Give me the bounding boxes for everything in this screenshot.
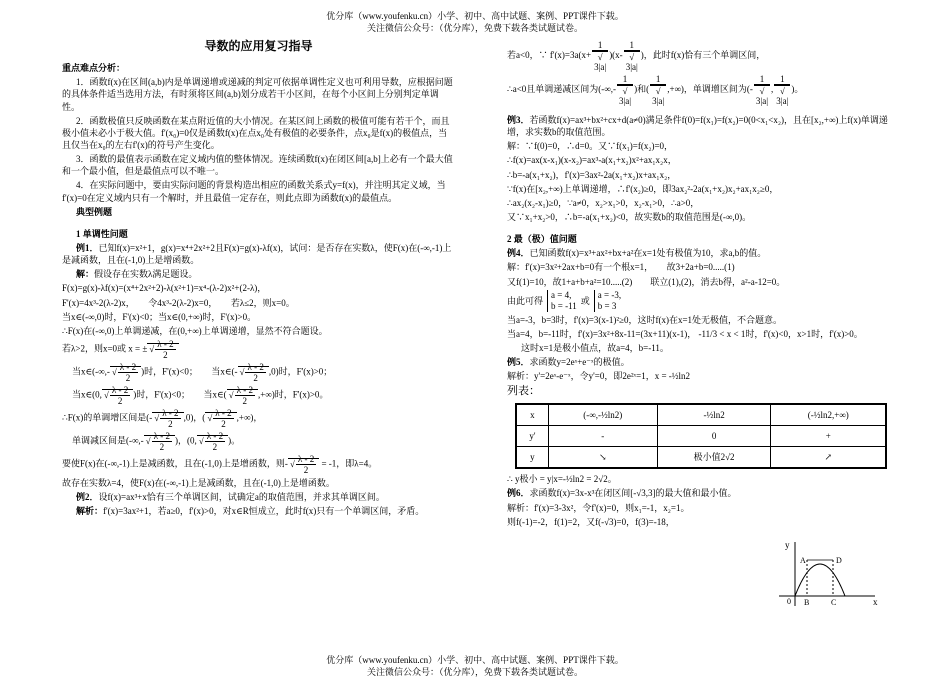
example-3 [507, 114, 902, 138]
right-line-2: ∴a<0且单调递减区间为(-∞,- 1 √ 3|a| )和( 1 √ 3|a| ,+∞)，单调增区间为(- 1 √ 3|a| , 1 √ 3|a| )。 [507, 74, 804, 106]
analysis-2 [62, 505, 455, 517]
table-cell: (-∞,-½ln2) [548, 404, 657, 426]
label-c: C [831, 598, 837, 607]
s4-6: 这时x=1是极小值点，故a=4，b=-11。 [521, 342, 669, 353]
section-2-heading: 2 最（极）值问题 [507, 234, 577, 245]
key-point-2: 2．函数极值只反映函数在某点附近值的大小情况。在某区间上函数的极值可能有若干个，而且极小值未必小于极大值。f'(x₀)=0仅是函数f(x)在点x₀处有极值的必要条件，点x₀是f(x)的极值点，当且仅当在x₀的左右f'(x)的符号产生变化。 [62, 115, 450, 151]
example-6-text: 求函数f(x)=3x-x³在闭区间[-√3,3]的最大值和最小值。 [529, 488, 737, 499]
example-2 [62, 491, 455, 503]
label-x: x [873, 597, 878, 607]
label-a: A [800, 556, 806, 565]
example-3-label: 例3． [507, 115, 530, 125]
solution-1-label: 解： [76, 269, 95, 280]
page-header [0, 10, 950, 34]
right-line-1: 若a<0，∵ f'(x)=3a(x+ 1 √ 3|a| )(x- 1 √ 3|a| )，此时f(x)恰有三个单调区间， [507, 40, 766, 72]
table-cell: y [516, 447, 548, 469]
solution-1 [62, 268, 455, 280]
line-3: 当x∈(-∞,0)时，F'(x)<0；当x∈(0,+∞)时，F'(x)>0。 [62, 311, 257, 322]
analysis-2-label: 解析： [76, 506, 104, 517]
key-point-4: 4．在实际问题中，要由实际问题的背景构造出相应的函数关系式y=f(x)，并注明其定义域，当f'(x)=0在定义域内只有一个解时，并且最值一定存在，则此点即为函数f(x)的最值点。 [62, 180, 446, 203]
label-b: B [804, 598, 810, 607]
table-label: 列表： [507, 385, 540, 398]
label-o: 0 [787, 597, 791, 606]
s3-5: ∴ax₂(x₂-x₁)≥0，∵a≠0，x₂>x₁>0，x₂-x₁>0，∴a>0， [507, 197, 700, 208]
s3-4: ∵f(x)在[x₂,+∞)上单调递增，∴f'(x₂)≥0，即3ax₂²-2a(x₁+x₂)x₂+ax₁x₂≥0， [507, 183, 779, 194]
example-2-text: 设f(x)=ax³+x恰有三个单调区间，试确定a的取值范围，并求其单调区间。 [98, 492, 385, 503]
line-8: ∴F(x)的单调增区间是(- √ $\frac{\lambda - 2}{2}$ ,0)，( √ $\frac{\lambda - 2}{2}$ ,+∞)， [62, 408, 263, 429]
example-5 [507, 356, 902, 368]
table-cell: ↗ [771, 447, 886, 469]
right-column [507, 40, 902, 530]
s6-1: 解析：f'(x)=3-3x²，令f'(x)=0，则x₁=-1，x₂=1。 [507, 502, 690, 513]
table-cell: -½ln2 [657, 404, 771, 426]
table-row [516, 404, 886, 426]
example-4 [507, 247, 902, 259]
s4-4: 当a=-3，b=3时，f'(x)=3(x-1)²≥0，这时f(x)在x=1处无极值，不合题意。 [507, 314, 783, 325]
example-1-label: 例1． [76, 243, 99, 254]
table-cell: (-½ln2,+∞) [771, 404, 886, 426]
footer-line-2: 关注微信公众号：（优分库），免费下载各类试题试卷。 [366, 667, 583, 677]
function-graph [775, 538, 885, 608]
example-1 [62, 242, 455, 266]
s4-2: 又f(1)=10，故1+a+b+a²=10.....(2) 联立(1),(2)，消去b得，a²-a-12=0。 [507, 276, 786, 287]
label-y: y [785, 540, 790, 550]
line-9: 单调减区间是(-∞,- √ $\frac{\lambda - 2}{2}$ )，(0, √ $\frac{\lambda - 2}{2}$ )。 [72, 431, 241, 452]
table-cell: y' [516, 426, 548, 447]
s3-3: ∴b=-a(x₁+x₂)，f'(x)=3ax²-2a(x₁+x₂)x+ax₁x₂， [507, 169, 677, 180]
example-2-label: 例2． [76, 492, 99, 503]
example-6-label: 例6． [507, 488, 530, 499]
s4-3: 由此可得 a = 4, b = -11 或 a = -3, b = 3 [507, 289, 622, 311]
table-cell: ↘ [548, 447, 657, 469]
key-point-3: 3．函数的最值表示函数在定义域内值的整体情况。连续函数f(x)在闭区间[a,b]上必有一个最大值和一个最小值，但是最值点可以不唯一。 [62, 154, 453, 177]
line-4: ∴F(x)在(-∞,0)上单调递减，在(0,+∞)上单调递增，显然不符合题设。 [62, 325, 328, 336]
s4-5: 当a=4，b=-11时，f'(x)=3x²+8x-11=(3x+11)(x-1)， -11/3 < x < 1时，f'(x)<0，x>1时，f'(x)>0。 [507, 328, 863, 339]
key-point-1: 1．函数f(x)在区间(a,b)内是单调递增或递减的判定可依据单调性定义也可利用导数，应根据问题的具体条件适当选用方法，有时须将区间(a,b)划分成若干小区间，在每个小区间上分别判定单调性。 [62, 77, 453, 112]
example-4-label: 例4． [507, 248, 530, 259]
label-d: D [836, 556, 842, 565]
page-title: 导数的应用复习指导 [204, 39, 313, 53]
footer-line-1: 优分库（www.youfenku.cn）小学、初中、高中试题、案例、PPT课件下载。 [326, 655, 624, 665]
solution-1-text: 假设存在实数λ满足题设。 [94, 269, 198, 280]
monotonic-table [515, 403, 887, 469]
table-cell: 0 [657, 426, 771, 447]
line-5: 若λ>2，则x=0或 x = ± √ $\frac{\lambda - 2}{2}$ [62, 339, 455, 360]
line-1: F(x)=g(x)-λf(x)=(x⁴+2x²+2)-λ(x²+1)=x⁴-(λ-2)x²+(2-λ)， [62, 283, 267, 294]
page-footer [0, 654, 950, 678]
section-1-heading: 1 单调性问题 [76, 228, 128, 239]
table-row [516, 426, 886, 447]
s3-6: 又∵x₁+x₂>0，∴b=-a(x₁+x₂)<0，故实数b的取值范围是(-∞,0)。 [507, 211, 752, 222]
header-line-2: 关注微信公众号：（优分库），免费下载各类试题试卷。 [366, 23, 583, 33]
line-2: F'(x)=4x³-2(λ-2)x， 令4x³-2(λ-2)x=0， 若λ≤2，则x=0。 [62, 297, 295, 308]
line-7: 当x∈(0, √ $\frac{\lambda - 2}{2}$ )时，F'(x)<0； 当x∈( √ $\frac{\lambda - 2}{2}$ ,+∞)时，F'(x)>0。 [72, 385, 329, 406]
example-1-text: 已知f(x)=x²+1，g(x)=x⁴+2x²+2且F(x)=g(x)-λf(x)，试问：是否存在实数λ，使F(x)在(-∞,-1)上是减函数，且在(-1,0)上是增函数。 [62, 243, 452, 266]
left-column [62, 38, 455, 519]
example-5-label: 例5． [507, 357, 530, 368]
example-6 [507, 487, 762, 499]
table-cell: - [548, 426, 657, 447]
s6-2: 则f(-1)=-2，f(1)=2，又f(-√3)=0，f(3)=-18， [507, 516, 675, 527]
example-3-text: 若函数f(x)=ax³+bx²+cx+d(a≠0)满足条件f(0)=f(x₁)=f(x₂)=0(0<x₁<x₂)，且在[x₂,+∞)上f(x)单调递增，求实数b的取值范围。 [507, 115, 888, 138]
s4-1: 解：f'(x)=3x²+2ax+b=0有一个根x=1， 故3+2a+b=0.....(1) [507, 262, 735, 273]
line-6: 当x∈(-∞,- √ $\frac{\lambda - 2}{2}$ )时，F'(x)<0； 当x∈(- √ $\frac{\lambda - 2}{2}$ ,0)时，F'(x)>0； [72, 362, 333, 383]
table-cell: 极小值2√2 [657, 447, 771, 469]
example-5-text: 求函数y=2eˣ+e⁻ˣ的极值。 [529, 357, 630, 368]
curve [795, 564, 845, 596]
table-cell: x [516, 404, 548, 426]
example-4-text: 已知函数f(x)=x³+ax²+bx+a²在x=1处有极值为10，求a,b的值。 [529, 248, 767, 259]
table-cell: + [771, 426, 886, 447]
s3-2: ∴f(x)=ax(x-x₁)(x-x₂)=ax³-a(x₁+x₂)x²+ax₁x₂x， [507, 155, 677, 166]
line-10: 要使F(x)在(-∞,-1)上是减函数，且在(-1,0)上是增函数，则- √ $\frac{\lambda - 2}{2}$ = -1，即λ=4。 [62, 454, 378, 475]
line-11: 故存在实数λ=4，使F(x)在(-∞,-1)上是减函数，且在(-1,0)上是增函数。 [62, 478, 335, 488]
s3-1: 解：∵f(0)=0，∴d=0。又∵f(x₁)=f(x₂)=0， [507, 141, 674, 152]
header-line-1: 优分库（www.youfenku.cn）小学、初中、高中试题、案例、PPT课件下载。 [326, 11, 624, 21]
key-heading: 重点难点分析： [62, 63, 126, 74]
s5-2: ∴ y极小 = y|x=-½ln2 = 2√2。 [507, 474, 617, 485]
s5-1: 解析：y'=2eˣ-e⁻ˣ，令y'=0，即2e²ˣ=1，x = -½ln2 [507, 371, 691, 382]
typical-examples-heading: 典型例题 [76, 206, 113, 217]
analysis-2-text: f'(x)=3ax²+1，若a≥0，f'(x)>0，对x∈R恒成立，此时f(x)只有一个单调区间，矛盾。 [103, 506, 425, 517]
table-row [516, 447, 886, 469]
